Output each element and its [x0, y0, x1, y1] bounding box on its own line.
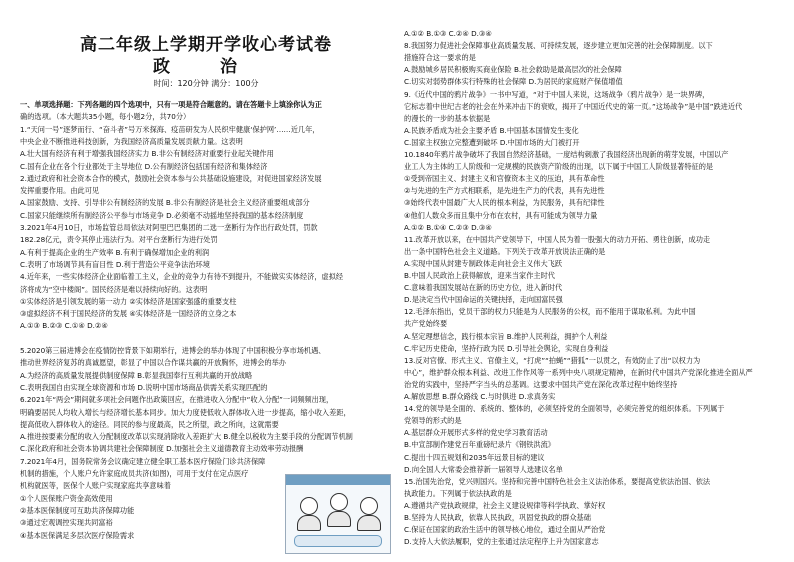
text-line: 发挥重要作用。由此可见 — [20, 186, 100, 196]
text-line: 12.毛泽东指出，党员干部的权力只能是为人民服务的公权，而不能用于谋取私利。为此中国 — [404, 307, 696, 317]
text-line: 中央企业不断推进科技创新，为我国经济高质量发展贡献力量。这表明 — [20, 136, 243, 146]
text-line: 共产党始终要 — [404, 319, 448, 329]
text-line: A.有利于提高企业的生产效率 B.有利于确保增加企业的利润 — [20, 247, 210, 257]
text-line: 9.《近代中国的鸦片战争》一书中写道，“对于中国人来说，这场战争（鸦片战争）是一块界碑， — [404, 89, 710, 99]
text-line: ②与先进的生产方式相联系，是先进生产力的代表，具有先进性 — [404, 186, 605, 196]
text-line: 6.2021年“两会”期间就多项社会问题作出政策回应，在推进收入分配中“收入分配”一词频频出现， — [20, 395, 334, 405]
text-line: 7.2021年4月，国务院常务会议确定建立健全职工基本医疗保险门诊共济保障 — [20, 456, 266, 466]
text-line: 执政能力。下列属于依法执政的是 — [404, 488, 512, 498]
text-line: 提高低收入群体收入的途径。同民的参与度最高，民之所望，政之所向，这就需要 — [20, 419, 279, 429]
text-line: 明确要居民人均收入增长与经济增长基本同步。加大力度使低收入群体收入进一步提高，缩小收入差距， — [20, 407, 351, 417]
text-line: A.基层群众开展形式多样的党史学习教育活动 — [404, 428, 548, 438]
text-line: C.表明了市场调节具有盲目性 D.利于营造公平竞争法治环境 — [20, 259, 210, 269]
text-line: 182.28亿元，责令其停止违法行为。对平台垄断行为进行处罚 — [20, 235, 218, 245]
text-line: 11.改革开放以来，在中国共产党领导下，中国人民为着一股强大的动力开拓、勇往创新，成功走 — [404, 234, 711, 244]
person-body-icon — [357, 515, 381, 531]
text-line: C.提出十四五规划和2035年远景目标的建议 — [404, 452, 545, 462]
family-account-illustration — [285, 474, 391, 554]
person-icon — [360, 497, 378, 515]
text-line: 1.“天问一号”逐梦而行、“奋斗者”号万米探海、疫苗研发为人民织牢健康‘保护网’……近几年， — [20, 124, 320, 134]
person-icon — [300, 497, 318, 515]
text-line: 机构就医等，医保个人账户实现家庭共享意味着 — [20, 481, 171, 491]
text-line: 一、单项选择题：下列各题的四个选项中，只有一项是符合题意的。请在答题卡上填涂你认为正 — [20, 100, 322, 109]
text-line: C.深化政府和社会资本协调共建社会保障制度 D.加强社会主义道德教育主动效率劳动报酬 — [20, 444, 304, 454]
text-line: 2.通过政府和社会资本合作的模式，鼓励社会资本参与公共基础设施建设，对促进国家经济发展 — [20, 173, 322, 183]
text-line: ③虚拟经济不利于国民经济的发展 ④实体经济是一国经济的立身之本 — [20, 309, 237, 319]
text-line: A.民族矛盾成为社会主要矛盾 B.中国基本国情发生变化 — [404, 125, 579, 135]
text-line: 它标志着中世纪古老的社会在外来冲击下的衰败，揭开了中国近代史的第一页。”这场战争”是中国”跌进近代 — [404, 101, 743, 111]
text-line: 出一条中国特色社会主义道路。下列关于改革开放说法正确的是 — [404, 246, 606, 256]
text-line: A.壮大国有经济有利于增强我国经济实力 B.非公有制经济对重要行业起关键作用 — [20, 149, 274, 159]
text-line: 3.2021年4月10日，市场监管总局依法对阿里巴巴集团的二选一垄断行为作出行政处罚，罚款 — [20, 223, 318, 232]
text-line: A.①② B.①④ C.②③ D.③④ — [404, 222, 492, 232]
text-line: 中心”，维护群众根本利益、改进工作作风等一系列中央八项规定精神，在新时代中国共产党深化推进全面从严 — [404, 367, 753, 377]
text-line: C.国家主权独立完整遭到破坏 D.中国市场的大门被打开 — [404, 137, 580, 147]
text-line: D.向全国人大常委会推荐新一届领导人选建议名单 — [404, 464, 563, 474]
text-line: 的漫长的一步的基本依据是 — [404, 113, 491, 123]
text-line: 党领导的形式的是 — [404, 416, 462, 426]
text-line: A.①② B.①③ C.②④ D.③④ — [404, 29, 492, 38]
text-line: A.为经济的高质量发展提供制度保障 B.彰显我国奉行互利共赢的开放战略 — [20, 370, 253, 380]
text-line: 15.治国先治党，党兴则国兴。坚持和完善中国特色社会主义法治体系，要提高党依法治国、依法 — [404, 476, 711, 486]
text-line: A.坚定理想信念，践行根本宗旨 B.维护人民利益，拥护个人利益 — [404, 331, 608, 341]
text-line: 4.近年来，一些实体经济企业面临着工主义，企业的竞争力有待不到提升，不能做实实体经济，虚拟经 — [20, 272, 344, 282]
text-line: C.国有企业在各个行业都处于主导地位 D.公有制经济包括国有经济和集体经济 — [20, 161, 268, 171]
text-line: 业工人为主体的工人阶级和一定规模的民族资产阶级的出现，以下属于中国工人阶级显著特征的是 — [404, 162, 714, 172]
text-line: 10.1840年鸦片战争破坏了我国自然经济基础，一度结构刺激了我国经济出现新的萌芽发展，中国以产 — [404, 150, 729, 159]
text-line: A.实现中国从封建专制政体走向社会主义伟大飞跃 — [404, 258, 563, 268]
medical-card-icon — [294, 535, 382, 547]
text-line: 确的选项。（本大题共35小题，每小题2分，共70分） — [20, 112, 191, 122]
text-line: A.国家鼓励、支持、引导非公有制经济的发展 B.非公有制经济是社会主义经济重要组成部分 — [20, 198, 310, 208]
text-line: ③通过宏观调控实现共同富裕 — [20, 518, 113, 528]
text-line: C.国家只能继续所有制经济公平参与市场竞争 D.必须毫不动摇地坚持我国的基本经济制度 — [20, 210, 304, 220]
text-line: 推动世界经济复苏的真诚愿望，彰显了中国以合作谋共赢的开放胸怀，进博会的举办 — [20, 358, 286, 368]
text-line: C.牢记历史使命，坚持行政为民 D.引导社会舆论，实现自身利益 — [404, 343, 609, 353]
illustration-header-bar — [286, 475, 390, 485]
person-body-icon — [327, 511, 351, 527]
text-line: A.解放思想 B.群众路线 C.与时俱进 D.求真务实 — [404, 392, 556, 401]
text-line: C.意味着我国发展站在新的历史方位，进入新时代 — [404, 283, 563, 293]
subject-title: 政 治 — [153, 57, 259, 77]
text-line: C.保证在国家的政治生活中的领导核心地位，通过全面从严治党 — [404, 525, 606, 535]
text-line: ①个人医保账户资金高效使用 — [20, 493, 113, 503]
text-line: 8.我国努力促进社会保障事业高质量发展、可持续发展，逐步建立更加完善的社会保障制度。以下 — [404, 41, 713, 51]
text-line: 5.2020第三届进博会在疫情防控背景下如期举行，进博会的举办体现了中国积极分享市场机遇、 — [20, 346, 326, 355]
text-line: D.是决定当代中国命运的关键抉择，走向国富民强 — [404, 295, 563, 305]
text-line: C.表明我国自由实现全球资源和市场 D.说明中国市场商品供需关系实现匹配的 — [20, 382, 268, 392]
text-line: 13.反对官僚、形式主义、官僚主义，“打虎”“拍蝇”“猎狐”一以贯之，有效防止了出“以权力为 — [404, 355, 701, 365]
text-line: 措施符合这一要求的是 — [404, 53, 476, 63]
text-line: B.坚持为人民执政，依靠人民执政，巩固党执政的群众基础 — [404, 513, 591, 522]
text-line: A.①③ B.②③ C.①④ D.②④ — [20, 321, 108, 331]
text-line: A.推进按要素分配的收入分配制度改革以实现消除收入差距扩大 B.健全以税收为主要手段的分配调节机制 — [20, 432, 353, 442]
text-line: ③始终代表中国最广大人民的根本利益，为民服务，具有纪律性 — [404, 198, 605, 208]
person-icon — [330, 493, 348, 511]
text-line: B.中国人民政治上获得解放，迎来当家作主时代 — [404, 271, 555, 280]
text-line: ①实体经济是引领发展的第一动力 ②实体经济是国家强盛的重要支柱 — [20, 296, 237, 306]
text-line: ②基本医保制度可互助共济保障功能 — [20, 505, 135, 515]
exam-meta: 时间：120分钟 满分：100分 — [153, 79, 259, 88]
text-line: 济将成为“空中楼阁”。国民经济是难以持续向好的。这表明 — [20, 284, 208, 294]
text-line: 14.党的领导是全面的、系统的、整体的，必须坚持党的全面领导，必须完善党的组织体系。下列属于 — [404, 404, 725, 414]
person-body-icon — [297, 515, 321, 531]
text-line: ④他们人数众多而且集中分布在农村，具有可能成为领导力量 — [404, 210, 598, 220]
text-line: 机制的措施，个人账户允许家庭成员共济(如图)，可用于支付在定点医疗 — [20, 469, 249, 478]
text-line: A.遵循共产党执政规律，社会主义建设规律等科学执政、掌好权 — [404, 500, 606, 510]
text-line: 治党的实践中，坚持严字当头的总基调。这要求中国共产党在深化改革过程中始终坚持 — [404, 379, 678, 389]
text-line: A.鼓励城乡居民积极购买商业保险 B.社会救助是最高层次的社会保障 — [404, 65, 622, 75]
text-line: ①受到帝国主义、封建主义和官僚资本主义的压迫，具有革命性 — [404, 174, 605, 184]
exam-title: 高二年级上学期开学收心考试卷 — [80, 35, 332, 55]
text-line: B.中宣部制作建党百年重磅纪录片《钢铁洪流》 — [404, 440, 555, 450]
text-line: ④基本医保满足多层次医疗保险需求 — [20, 530, 135, 540]
text-line: C.切实对弱势群体实行特殊的社会保障 D.为居民的家庭财产保值增值 — [404, 77, 623, 87]
text-line: D.支持人大依法履职，党的主张通过法定程序上升为国家意志 — [404, 537, 599, 547]
